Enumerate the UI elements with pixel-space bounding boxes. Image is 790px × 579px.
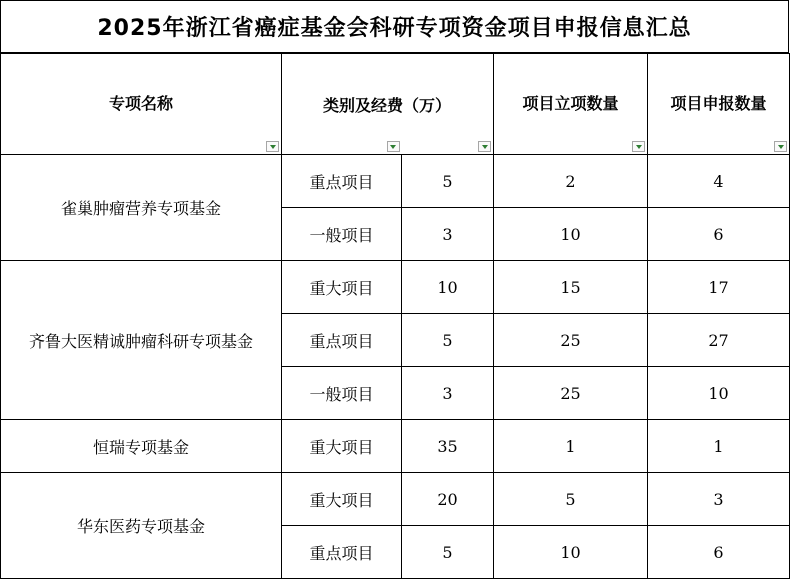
- header-applied: [648, 54, 790, 155]
- project-type-cell[interactable]: 重点项目: [282, 155, 402, 208]
- applied-count-cell[interactable]: 1: [648, 420, 790, 473]
- sheet-title: 2025年浙江省癌症基金会科研专项资金项目申报信息汇总: [0, 0, 789, 53]
- approved-count-cell[interactable]: 2: [494, 155, 648, 208]
- project-type-cell[interactable]: 一般项目: [282, 208, 402, 261]
- filter-dropdown-icon[interactable]: [632, 141, 645, 152]
- project-type-cell[interactable]: 重大项目: [282, 420, 402, 473]
- fund-name-cell[interactable]: 雀巢肿瘤营养专项基金: [1, 155, 282, 261]
- project-type-cell[interactable]: 重大项目: [282, 261, 402, 314]
- applied-count-cell[interactable]: 6: [648, 526, 790, 579]
- applied-count-cell[interactable]: 27: [648, 314, 790, 367]
- approved-count-cell[interactable]: 25: [494, 367, 648, 420]
- fund-name-cell[interactable]: 华东医药专项基金: [1, 473, 282, 579]
- project-type-cell[interactable]: 重大项目: [282, 473, 402, 526]
- funding-cell[interactable]: 20: [402, 473, 494, 526]
- approved-count-cell[interactable]: 15: [494, 261, 648, 314]
- funding-cell[interactable]: 5: [402, 526, 494, 579]
- applied-count-cell[interactable]: 10: [648, 367, 790, 420]
- funding-cell[interactable]: 5: [402, 155, 494, 208]
- applied-count-cell[interactable]: 3: [648, 473, 790, 526]
- project-type-cell[interactable]: 重点项目: [282, 526, 402, 579]
- header-fund-name: [1, 54, 282, 155]
- applied-count-cell[interactable]: 17: [648, 261, 790, 314]
- funding-cell[interactable]: 35: [402, 420, 494, 473]
- project-type-cell[interactable]: 重点项目: [282, 314, 402, 367]
- header-approved: [494, 54, 648, 155]
- table-row: [1, 261, 790, 314]
- header-fund-label: 专项名称: [108, 93, 173, 113]
- funding-cell[interactable]: 3: [402, 367, 494, 420]
- filter-dropdown-icon[interactable]: [478, 141, 491, 152]
- funding-cell[interactable]: 5: [402, 314, 494, 367]
- approved-count-cell[interactable]: 1: [494, 420, 648, 473]
- approved-count-cell[interactable]: 5: [494, 473, 648, 526]
- header-category-label: 类别及经费（万）: [322, 96, 451, 115]
- approved-count-cell[interactable]: 10: [494, 526, 648, 579]
- funding-cell[interactable]: 10: [402, 261, 494, 314]
- funding-cell[interactable]: 3: [402, 208, 494, 261]
- filter-dropdown-icon[interactable]: [774, 141, 787, 152]
- approved-count-cell[interactable]: 25: [494, 314, 648, 367]
- project-type-cell[interactable]: 一般项目: [282, 367, 402, 420]
- applied-count-cell[interactable]: 6: [648, 208, 790, 261]
- header-applied-label: 项目申报数量: [670, 93, 767, 113]
- filter-dropdown-icon[interactable]: [387, 141, 400, 152]
- header-approved-label: 项目立项数量: [522, 93, 619, 113]
- approved-count-cell[interactable]: 10: [494, 208, 648, 261]
- fund-name-cell[interactable]: 恒瑞专项基金: [1, 420, 282, 473]
- applied-count-cell[interactable]: 4: [648, 155, 790, 208]
- table-row: [1, 473, 790, 526]
- filter-dropdown-icon[interactable]: [266, 141, 279, 152]
- table-row: [1, 155, 790, 208]
- summary-table: [0, 53, 790, 579]
- fund-name-cell[interactable]: 齐鲁大医精诚肿瘤科研专项基金: [1, 261, 282, 420]
- table-row: [1, 420, 790, 473]
